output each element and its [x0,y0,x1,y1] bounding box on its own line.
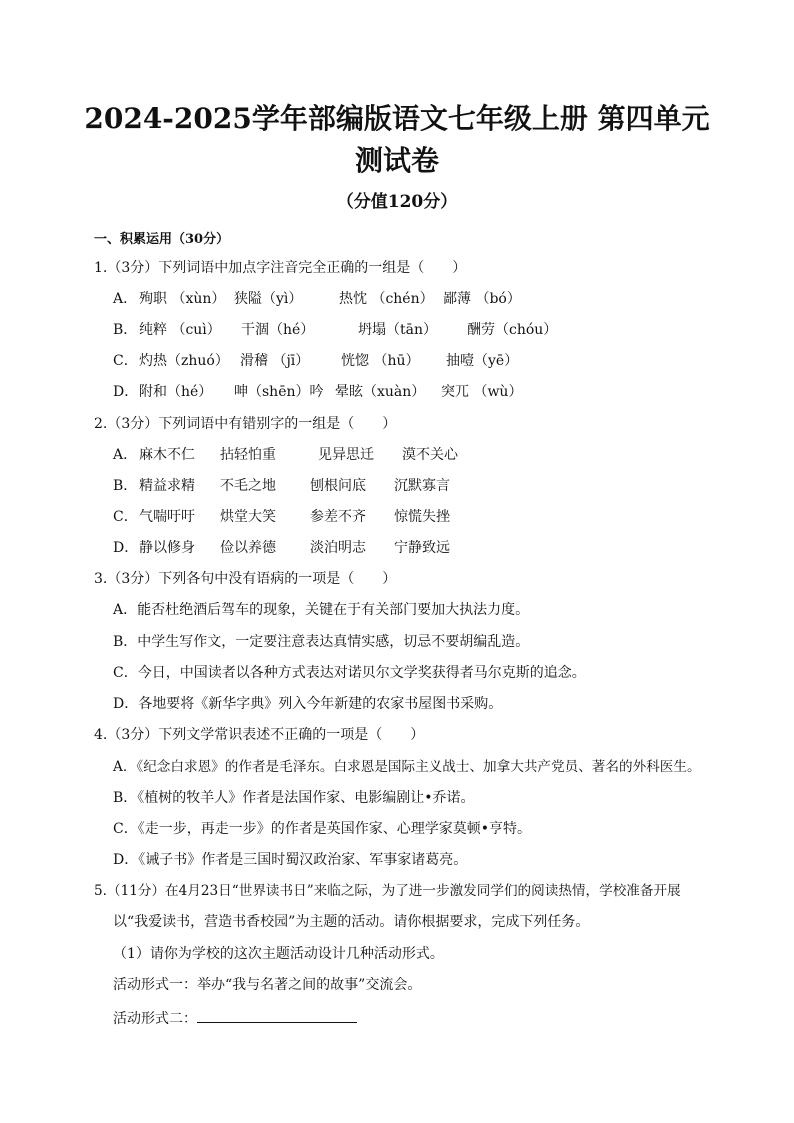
option-item: 纯粹 （cuì） [139,322,221,338]
question-4-option-b [113,788,475,808]
option-item: 鄙薄 （bó） [443,291,521,307]
option-text: 《诫子书》作者是三国时蜀汉政治家、军事家诸葛亮。 [138,852,468,868]
option-letter: A． [113,291,138,307]
option-item: 滑稽 （jī） [240,353,310,369]
option-letter: C． [113,821,138,837]
question-5-task-1: （1）请你为学校的这次主题活动设计几种活动形式。 [113,946,444,962]
option-item: 晕眩（xuàn） [335,384,426,400]
option-item: 恍惚 （hū） [341,353,420,369]
option-letter: C． [113,665,138,681]
question-4-option-d [113,850,467,870]
option-letter: B． [113,478,138,494]
option-item: 不毛之地 [220,478,276,494]
option-letter: B． [113,322,138,338]
question-1-stem: 1.（3分）下列词语中加点字注音完全正确的一组是（ ） [94,260,467,276]
question-3-option-a [113,600,529,620]
option-text: 各地要将《新华字典》列入今年新建的农家书屋图书采购。 [138,696,503,712]
score-subtitle: （分值120分） [336,192,458,212]
option-item: 拈轻怕重 [220,447,276,463]
activity-form-1: 活动形式一：举办“我与名著之间的故事”交流会。 [113,977,422,993]
option-item: 坍塌（tān） [358,322,437,338]
option-text: 中学生写作文，一定要注意表达真情实感，切忌不要胡编乱造。 [137,634,530,650]
option-letter: D． [113,696,139,712]
option-text: 《纪念白求恩》的作者是毛泽东。白求恩是国际主义战士、加拿大共产党员、著名的外科医生。 [136,759,701,775]
option-letter: C． [113,353,138,369]
option-letter: D． [113,540,139,556]
option-item: 宁静致远 [394,540,450,556]
option-item: 干涸（hé） [241,322,315,338]
option-letter: B． [113,634,138,650]
option-item: 参差不齐 [310,509,366,525]
option-item: 沉默寡言 [394,478,450,494]
question-4-stem: 4.（3分）下列文学常识表述不正确的一项是（ ） [94,727,425,743]
question-4-option-a [113,757,701,777]
option-letter: C． [113,509,138,525]
activity-form-2 [113,1008,357,1029]
option-letter: D． [113,852,139,868]
section-heading: 一、积累运用（30分） [94,232,230,247]
option-letter: A． [113,759,137,775]
option-text: 今日，中国读者以各种方式表达对诺贝尔文学奖获得者马尔克斯的追念。 [137,665,586,681]
option-text: 《植树的牧羊人》作者是法国作家、电影编剧让•乔诺。 [137,790,475,806]
option-item: 烘堂大笑 [220,509,276,525]
question-3-option-d [113,694,502,714]
option-item: 淡泊明志 [310,540,366,556]
option-item: 狭隘（yì） [234,291,303,307]
option-item: 呻（shēn）吟 [234,384,324,400]
option-item: 附和（hé） [139,384,213,400]
option-item: 见异思迁 [318,447,374,463]
option-item: 气喘吁吁 [139,509,195,525]
question-5-stem-line-1: 5.（11分）在4月23日“世界读书日”来临之际，为了进一步激发同学们的阅读热情，学校准备开展 [94,883,681,899]
question-4-option-c [113,819,531,839]
option-letter: A． [113,602,138,618]
activity-form-2-label: 活动形式二： [113,1011,197,1027]
option-letter: B． [113,790,138,806]
option-text: 能否杜绝酒后驾车的现象，关键在于有关部门要加大执法力度。 [137,602,530,618]
option-letter: D． [113,384,139,400]
option-item: 热忱 （chén） [339,291,434,307]
option-item: 精益求精 [139,478,195,494]
option-item: 殉职 （xùn） [139,291,226,307]
question-5-stem-line-2: 以“我爱读书，营造书香校园”为主题的活动。请你根据要求，完成下列任务。 [113,914,590,930]
question-3-stem: 3.（3分）下列各句中没有语病的一项是（ ） [94,571,397,587]
option-item: 麻木不仁 [139,447,195,463]
option-item: 突兀 （wù） [441,384,523,400]
question-3-option-b [113,632,529,652]
option-text: 《走一步，再走一步》的作者是英国作家、心理学家莫顿•亨特。 [137,821,531,837]
title-line-1: 2024-2025学年部编版语文七年级上册 第四单元 [84,102,710,135]
page-title [60,98,734,182]
option-item: 抽噎（yē） [446,353,519,369]
question-2-stem: 2.（3分）下列词语中有错别字的一组是（ ） [94,416,397,432]
question-3-option-c [113,663,586,683]
option-item: 静以修身 [139,540,195,556]
option-item: 酬劳（chóu） [467,322,558,338]
option-item: 刨根问底 [310,478,366,494]
option-item: 漠不关心 [402,447,458,463]
answer-blank[interactable] [197,1008,357,1023]
option-letter: A． [113,447,138,463]
option-item: 俭以养德 [220,540,276,556]
option-item: 惊慌失挫 [394,509,450,525]
option-item: 灼热（zhuó） [139,353,229,369]
title-line-2: 测试卷 [354,144,439,177]
